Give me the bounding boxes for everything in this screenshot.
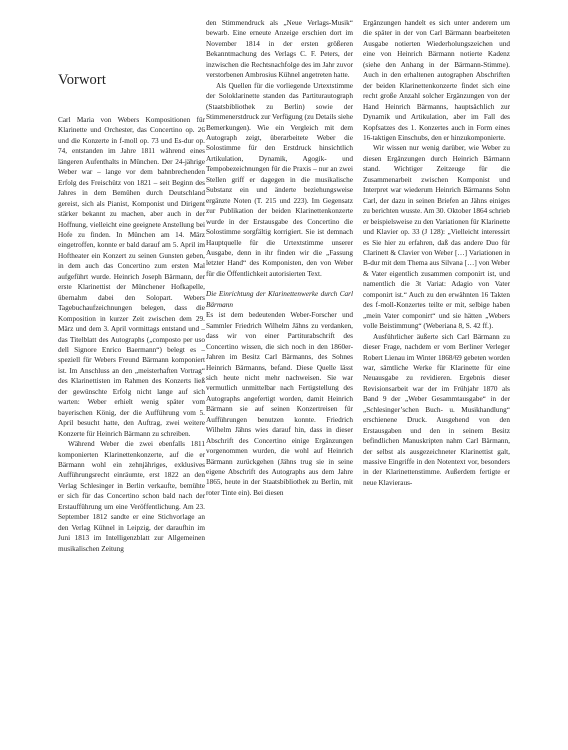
paragraph: den Stimmendruck als „Neue Verlags-Musik“ bewarb. Eine erneute Anzeige erschien dort im November 1814 in der ersten größeren Bekanntmachung des Verlags C. F. Peters, der inzwischen die Rechtsnachfolge des im Jahr zuvor verstorbenen Ambrosius Kühnel angetreten hatte. — [206, 19, 353, 80]
paragraph: Als Quellen für die vorliegende Urtextstimme der Soloklarinette standen das Partiturautograph (Staatsbibliothek zu Berlin) sowie der Stimmenerstdruck zur Verfügung (zu Details siehe Bemerkungen). Wie ein Vergleich mit dem Autograph zeigt, überarbeitete Weber die Solostimme für den Erstdruck hinsichtlich Artikulation, Dynamik, Agogik- und Tempobezeichnungen für die Praxis – nur an zwei Stellen griff er dagegen in die musikalische Substanz ein und änderte beziehungsweise ergänzte Noten (T. 215 und 223). Im Gegensatz zur Publikation der beiden Klarinettenkonzerte wurde in der Erstausgabe des Concertino die Solostimme sorgfältig korrigiert. Sie ist demnach Hauptquelle für die Urtextstimme unserer Ausgabe, denn in ihr finden wir die „Fassung letzter Hand“ des Komponisten, den von Weber für die Öffentlichkeit autorisierten Text. — [206, 81, 353, 278]
paragraph: Ausführlicher äußerte sich Carl Bärmann zu dieser Frage, nachdem er vom Berliner Verleger Robert Lienau im Winter 1868/69 gebeten worden war, sämtliche Werke für Klarinette für eine Neuausgabe zu revidieren. Ergebnis dieser Revisionsarbeit war der im Frühjahr 1870 als Band 9 der „Weber Gesammtausgabe“ in der „Schlesinger’schen Buch- u. Musikhandlung“ erschienene Druck. Ausgehend von den Erstausgaben und den in seinem Besitz befindlichen Manuskripten nahm Carl Bärmann, der selbst als ausgezeichneter Klarinettist galt, massive Eingriffe in den Notentext vor, besonders in der Klarinettenstimme. Außerdem fertigte er neue Klavieraus- — [363, 332, 510, 487]
paragraph: Carl Maria von Webers Kompositionen für Klarinette und Orchester, das Concertino op. 26 und die Konzerte in f-moll op. 73 und Es-dur op. 74, entstanden im Jahre 1811 während eines längeren Aufenthalts in München. Der 24-jährige Weber war – lange vor dem bahnbrechenden Erfolg des Freischütz von 1821 – seit Beginn des Jahres in dem Bemühen durch Deutschland gereist, sich als Pianist, Komponist und Dirigent stärker bekannt zu machen, aber auch in der Hoffnung, vielleicht eine geeignete Anstellung bei Hofe zu finden. In München am 14. März eingetroffen, konnte er bald darauf am 5. April im Hoftheater ein Konzert zu seinen Gunsten geben, in dem auch das Concertino zum ersten Mal aufgeführt wurde. Heinrich Joseph Bärmann, der erste Klarinettist der Münchener Hofkapelle, übernahm dabei den Solopart. Webers Tagebuchaufzeichnungen belegen, dass die Komposition in kurzer Zeit zwischen dem 29. März und dem 3. April vormittags entstand und – das Titelblatt des Autographs („composto per uso dell Signore Enrico Baermann“) belegt es – speziell für Webers Freund Bärmann komponiert ist. Im Anschluss an den „meisterhaften Vortrag“ des Klarinettisten im Rahmen des Konzerts ließ der gewünschte Erfolg nicht lange auf sich warten: Weber erhielt wenig später vom bayerischen König, der die Aufführung vom 5. April besucht hatte, den Auftrag, zwei weitere Konzerte für Heinrich Bärmann zu schreiben. — [58, 116, 205, 438]
paragraph: Ergänzungen handelt es sich unter anderem um die später in der von Carl Bärmann bearbeiteten Ausgabe notierten Wiederholungszeichen und eine von Heinrich Bärmann notierte Kadenz (siehe den Anhang in der Bärmann-Stimme). Auch in den erhaltenen autographen Abschriften der beiden Klarinettenkonzerte findet sich eine recht große Anzahl solcher Ergänzungen von der Hand Heinrich Bärmanns, hauptsächlich zur Dynamik und Artikulation, aber im Fall des Kopfsatzes des 1. Konzertes auch in Form eines 16-taktigen Einschubs, den er hinzukomponierte. — [363, 19, 510, 142]
paragraph: Wir wissen nur wenig darüber, wie Weber zu diesen Ergänzungen durch Heinrich Bärmann stand. Wichtiger Zeitzeuge für die Zusammenarbeit zwischen Komponist und Interpret war wiederum Heinrich Bärmanns Sohn Carl, der dazu in seinen Briefen an Jähns einiges zu berichten wusste. Am 30. Oktober 1864 schrieb er beispielsweise zu den Variationen für Klarinette und Klavier op. 33 (J 128): „Vielleicht interessirt es Sie hier zu erfahren, daß das andere Duo für Clarinett & Clavier von Weber […] Variationen in B-dur mit dem Thema aus Silvana […] von Weber & Vater eigentlich zusammen componirt ist, und namentlich die 3t Variat: Adagio von Vater componirt ist.“ Auch zu den erwähnten 16 Takten des f-moll-Konzertes teilte er mit, selbige haben „mein Vater componirt“ und sie hätten „Webers volle Beistimmung“ (Weberiana 8, S. 42 ff.). — [363, 144, 510, 331]
paragraph: Während Weber die zwei ebenfalls 1811 komponierten Klarinettenkonzerte, auf die er Bärmann wohl ein zehnjähriges, exklusives Aufführungsrecht einräumte, erst 1822 an den Verlag Schlesinger in Berlin verkaufte, bemühte er sich für das Concertino schon bald nach der Erstaufführung um eine Veröffentlichung. Am 23. September 1812 sandte er eine Stichvorlage an den Verlag Kühnel in Leipzig, der daraufhin im Juni 1813 im Intelligenzblatt zur Allgemeinen musikalischen Zeitung — [58, 440, 205, 553]
text-column-1 — [58, 115, 205, 554]
paragraph: Es ist dem bedeutenden Weber-Forscher und Sammler Friedrich Wilhelm Jähns zu verdanken, dass wir von einer Partiturabschrift des Concertino wissen, die sich noch in den 1860er-Jahren im Besitz Carl Bärmanns, des Sohnes Heinrich Bärmanns, befand. Diese Quelle lässt sich heute nicht mehr nachweisen. Sie war vermutlich unmittelbar nach Fertigstellung des Autographs angefertigt worden, damit Heinrich Bärmann sie auf seinen Konzertreisen für Aufführungen benutzen konnte. Friedrich Wilhelm Jähns wies darauf hin, dass in dieser Abschrift des Concertino einige Ergänzungen vorgenommen wurden, die wohl auf Heinrich Bärmann zurückgehen (Jähns trug sie in seine eigene Abschrift des Autographs aus dem Jahre 1865, heute in der Staatsbibliothek zu Berlin, mit roter Tinte ein). Bei diesen — [206, 311, 353, 497]
text-column-2 — [206, 18, 353, 498]
text-column-3 — [363, 18, 510, 488]
page-title: Vorwort — [58, 72, 106, 88]
section-subheading: Die Einrichtung der Klarinettenwerke durch Carl Bärmann — [206, 290, 353, 309]
